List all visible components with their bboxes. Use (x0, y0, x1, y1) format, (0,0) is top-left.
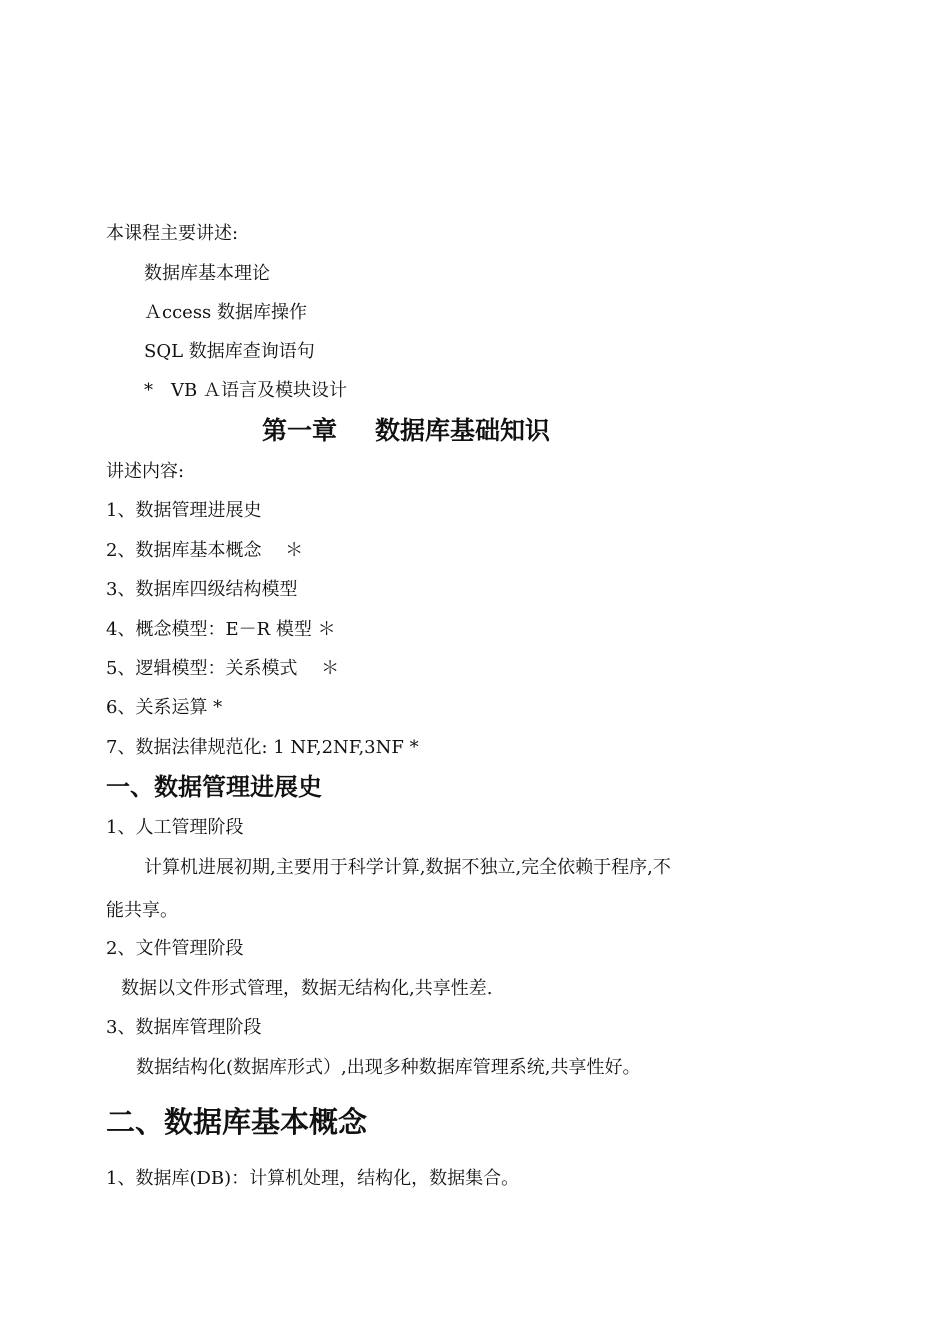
contents-heading: 讲述内容: (106, 461, 185, 482)
chapter-name: 数据库基础知识 (375, 416, 551, 445)
contents-item: 2、数据库基本概念 ＊ (106, 540, 304, 561)
stage1-text: 计算机进展初期,主要用于科学计算,数据不独立,完全依赖于程序,不 (144, 857, 671, 878)
intro-heading: 本课程主要讲述: (106, 223, 239, 244)
intro-item-sql: SQL 数据库查询语句 (144, 341, 315, 362)
contents-item: 1、数据管理进展史 (106, 500, 262, 521)
section2-item-db: 1、数据库(DB)：计算机处理，结构化，数据集合。 (106, 1168, 520, 1189)
intro-item-vba: * VB Ａ语言及模块设计 (144, 380, 347, 401)
stage3-title: 3、数据库管理阶段 (106, 1017, 262, 1038)
contents-item: 6、关系运算 * (106, 697, 223, 718)
section2-heading: 二、数据库基本概念 (106, 1105, 368, 1139)
stage1-title: 1、人工管理阶段 (106, 817, 244, 838)
stage3-text: 数据结构化(数据库形式）,出现多种数据库管理系统,共享性好。 (136, 1057, 641, 1078)
intro-item-theory: 数据库基本理论 (144, 263, 270, 284)
stage1-text-continued: 能共享。 (106, 900, 178, 921)
contents-item: 4、概念模型：E－R 模型 ＊ (106, 619, 336, 640)
contents-item: 7、数据法律规范化: 1 NF,2NF,3NF * (106, 737, 419, 758)
section1-heading: 一、数据管理进展史 (106, 773, 322, 801)
stage2-text: 数据以文件形式管理，数据无结构化,共享性差. (121, 978, 493, 999)
contents-item: 5、逻辑模型：关系模式 ＊ (106, 658, 340, 679)
contents-item: 3、数据库四级结构模型 (106, 579, 298, 600)
stage2-title: 2、文件管理阶段 (106, 938, 244, 959)
intro-item-access: Ａccess 数据库操作 (144, 302, 308, 323)
chapter-title (262, 416, 550, 446)
chapter-number: 第一章 (262, 416, 338, 445)
